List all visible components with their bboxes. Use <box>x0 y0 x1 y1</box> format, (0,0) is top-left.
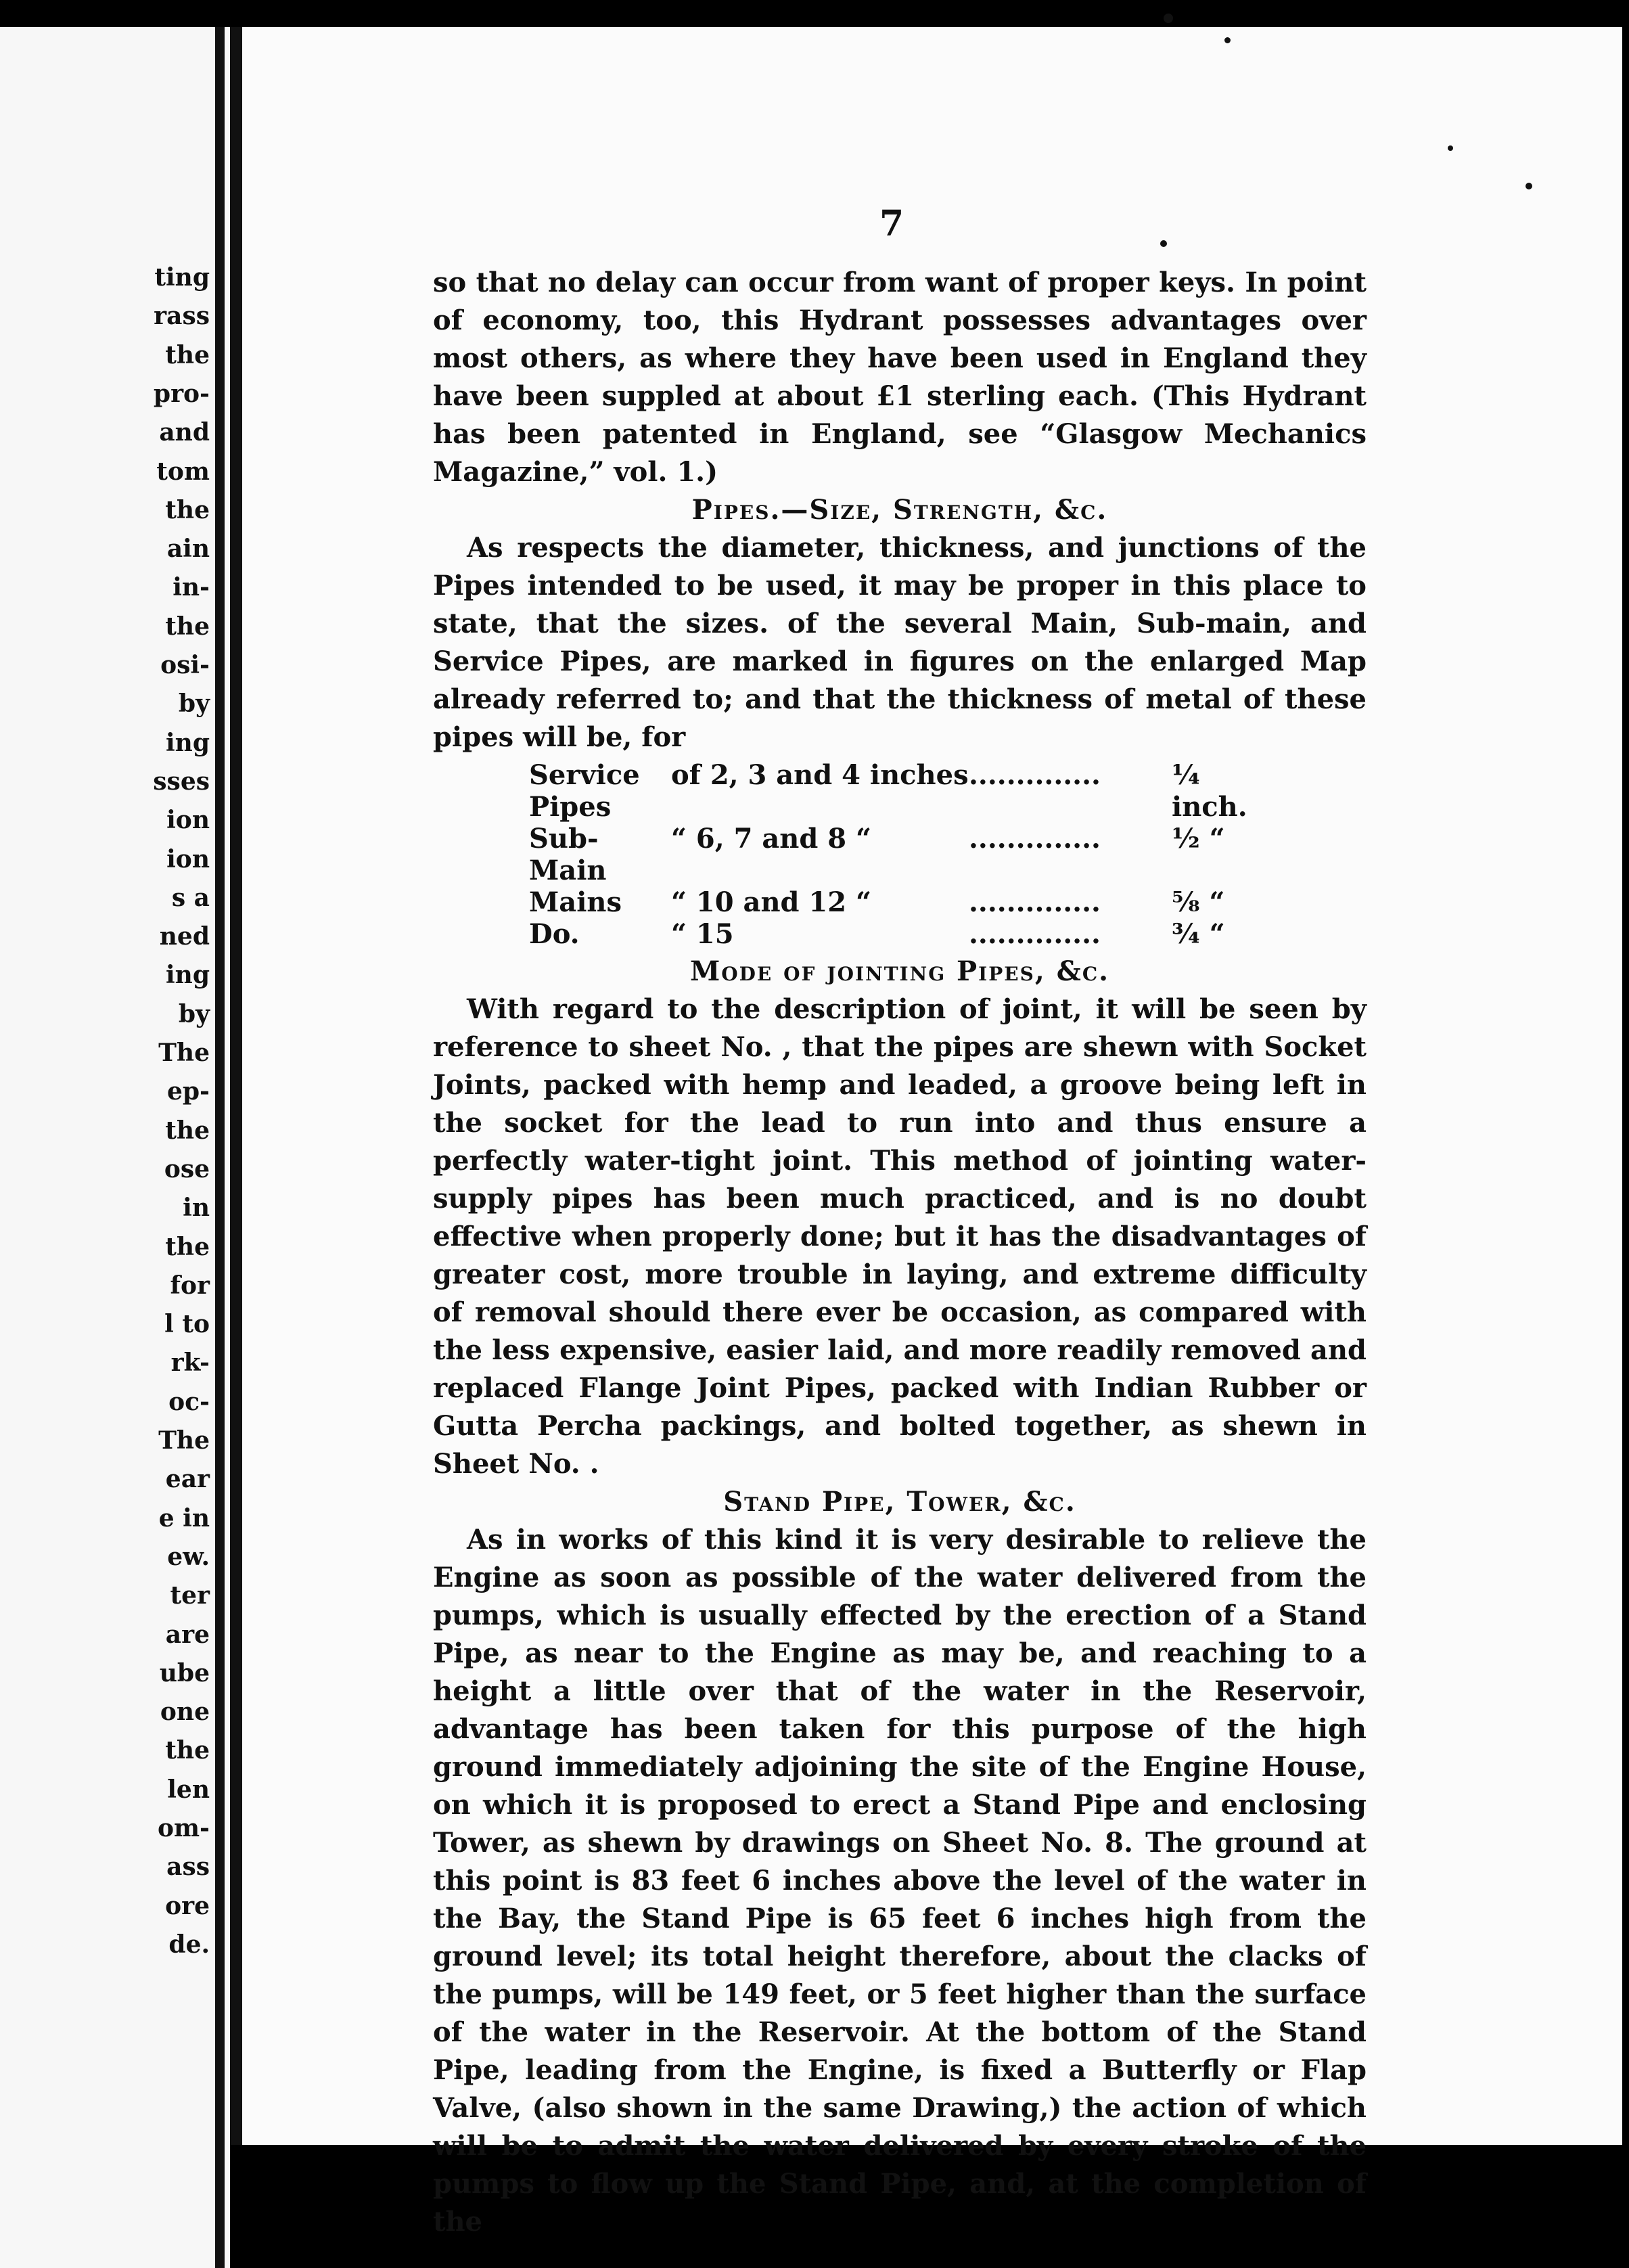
pipe-name: Mains <box>529 886 622 918</box>
left-page-fragment: de. <box>168 1930 210 1959</box>
left-page-fragment: and <box>159 418 210 447</box>
left-page-fragment: ube <box>159 1658 210 1687</box>
scan-speck <box>1224 37 1231 43</box>
pipe-sizes: “ 6, 7 and 8 “ <box>671 823 872 855</box>
left-page-fragment: the <box>165 612 210 641</box>
left-page-fragment: oc- <box>168 1387 210 1416</box>
leader-dots: .............. <box>969 886 1101 918</box>
page-number: 7 <box>879 203 904 244</box>
pipe-name: Service Pipes <box>529 759 640 823</box>
pipe-sizes: “ 15 <box>671 918 734 950</box>
left-page-fragment: ing <box>165 961 210 990</box>
left-page-fragment: ear <box>165 1465 210 1494</box>
left-page-fragment: tom <box>156 457 210 486</box>
left-page-fragment: pro- <box>153 379 210 408</box>
paragraph: As respects the diameter, thickness, and junctions of the Pipes intended to be used, it may be proper in this place to state, that the sizes. of the several Main, Sub-main, and Service Pipes, are marked in figures on the enlarged Map already referred to; and that the thickness of metal of these pipes will be, for <box>433 532 1367 753</box>
section-heading: Mode of jointing Pipes, &c. <box>689 955 1110 987</box>
leader-dots: .............. <box>969 918 1101 950</box>
left-page-fragment: the <box>165 1116 210 1145</box>
scan-speck <box>1160 240 1167 247</box>
left-page-fragment: osi- <box>160 651 210 679</box>
left-page-fragment: in <box>183 1194 210 1223</box>
left-page-fragment: are <box>165 1620 210 1649</box>
paragraph: As in works of this kind it is very desirable to relieve the Engine as soon as possible of the water delivered from the pumps, which is usually effected by the erection of a Stand Pipe, as near to the Engine as may be, and reaching to a height a little over that of the water in the Reservoir, advantage has been taken for this purpose of the high ground immediately adjoining the site of the Engine House, on which it is proposed to erect a Stand Pipe and enclosing Tower, as shewn by drawings on Sheet No. 8. The ground at this point is 83 feet 6 inches above the level of the water in the Bay, the Stand Pipe is 65 feet 6 inches high from the ground level; its total height therefore, about the clacks of the pumps, will be 149 feet, or 5 feet higher than the surface of the water in the Reservoir. At the bottom of the Stand Pipe, leading from the Engine, is fixed a Butterfly or Flap Valve, (also shown in the same Drawing,) the action of which will be to admit the water delivered by every stroke of the pumps to flow up the Stand Pipe, and, at the completion of the <box>433 1524 1367 2238</box>
left-page-fragment: e in <box>158 1503 210 1533</box>
pipe-table-row <box>529 918 1367 950</box>
left-page-edge <box>0 27 230 2268</box>
pipe-thickness-table <box>529 759 1367 950</box>
section-heading: Stand Pipe, Tower, &c. <box>723 1486 1076 1518</box>
left-page-fragment: ain <box>166 535 210 564</box>
left-page-fragment: ned <box>159 922 210 951</box>
pipe-name: Sub-Main <box>529 823 607 886</box>
left-page-fragment: ting <box>154 263 210 292</box>
left-page-fragment: om- <box>157 1814 210 1842</box>
pipe-table-row <box>529 886 1367 918</box>
scan-speck <box>1448 145 1453 151</box>
page-body <box>433 264 1367 2241</box>
left-page-fragment: ore <box>165 1891 210 1920</box>
left-page-fragment: ter <box>170 1581 210 1610</box>
left-page-fragment: the <box>165 1736 210 1765</box>
left-page-fragment: ion <box>166 806 210 835</box>
section-heading: Pipes.—Size, Strength, &c. <box>691 494 1108 526</box>
scan-speck <box>1525 183 1532 189</box>
pipe-thickness: ¾ “ <box>1172 918 1225 950</box>
page-gutter <box>215 27 225 2268</box>
pipe-thickness: ⅝ “ <box>1172 886 1225 918</box>
paragraph: With regard to the description of joint, it will be seen by reference to sheet No. , that the pipes are shewn with Socket Joints, packed with hemp and leaded, a groove being left in the socket for the lead to run into and thus ensure a perfectly water-tight joint. This method of jointing water-supply pipes has been much practiced, and is no doubt effective when properly done; but it has the disadvantages of greater cost, more trouble in laying, and extreme difficulty of removal should there ever be occasion, as compared with the less expensive, easier laid, and more readily removed and replaced Flange Joint Pipes, packed with Indian Rubber or Gutta Percha packings, and bolted together, as shewn in Sheet No. . <box>433 993 1367 1480</box>
left-page-fragment: ose <box>164 1154 210 1183</box>
left-page-fragment: sses <box>153 767 210 796</box>
left-page-fragment: l to <box>164 1310 210 1339</box>
leader-dots: .............. <box>969 823 1101 855</box>
pipe-table-row <box>529 759 1367 823</box>
scan-speck <box>1164 14 1173 23</box>
left-page-fragment: ass <box>166 1853 210 1882</box>
left-page-fragment: The <box>158 1426 210 1455</box>
pipe-sizes: “ 10 and 12 “ <box>671 886 872 918</box>
pipe-thickness: ¼ inch. <box>1172 759 1247 823</box>
left-page-fragment: the <box>165 340 210 369</box>
leader-dots: .............. <box>969 759 1101 791</box>
pipe-thickness: ½ “ <box>1172 823 1225 855</box>
left-page-fragment: the <box>165 1232 210 1261</box>
left-page-fragment: ing <box>165 728 210 757</box>
left-page-fragment: ew. <box>167 1542 210 1571</box>
left-page-fragment: rk- <box>170 1348 210 1378</box>
left-page-fragment: s a <box>171 883 210 912</box>
left-page-fragment: by <box>178 689 210 719</box>
pipe-name: Do. <box>529 918 580 950</box>
paragraph: so that no delay can occur from want of proper keys. In point of economy, too, this Hydrant possesses advantages over most others, as where they have been used in England they have been suppled at about £1 sterling each. (This Hydrant has been patented in England, see “Glasgow Mechanics Magazine,” vol. 1.) <box>433 267 1367 488</box>
left-page-fragment: in- <box>173 573 210 602</box>
left-page-fragment: the <box>165 495 210 524</box>
left-page-fragment: by <box>178 999 210 1028</box>
pipe-sizes: of 2, 3 and 4 inches <box>671 759 969 791</box>
left-page-fragment: rass <box>154 302 210 331</box>
pipe-table-row <box>529 823 1367 886</box>
left-page-fragment: for <box>170 1271 210 1300</box>
left-page-fragment: ion <box>166 844 210 874</box>
left-page-fragment: The <box>158 1039 210 1067</box>
left-page-fragment: ep- <box>166 1077 210 1106</box>
left-page-fragment: one <box>160 1698 210 1727</box>
left-page-fragment: len <box>167 1775 210 1804</box>
